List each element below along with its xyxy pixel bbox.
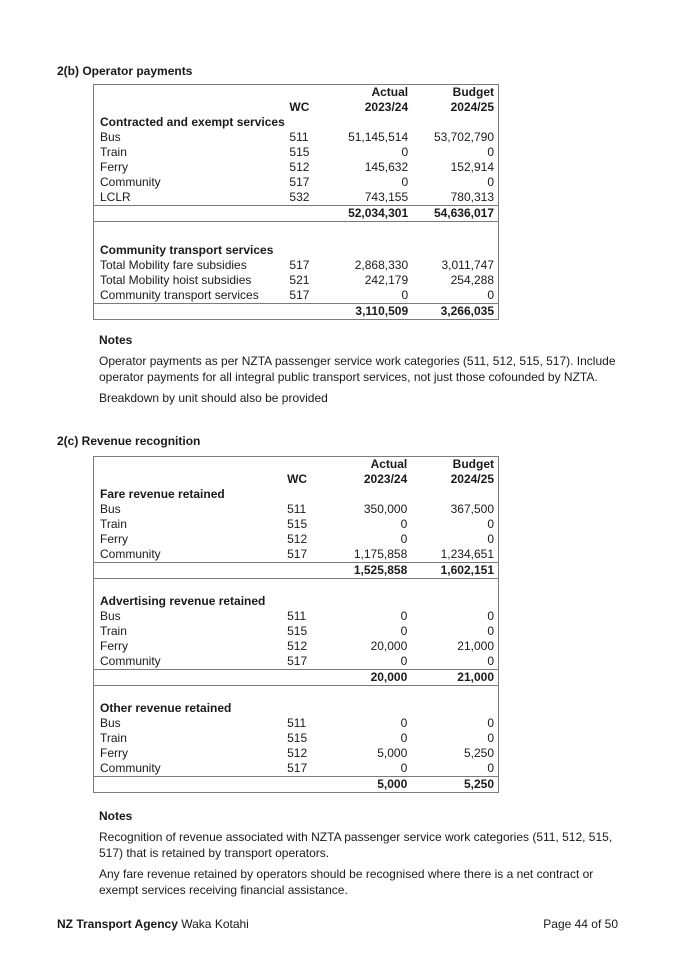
row-actual: 350,000	[363, 502, 408, 516]
actual-header-line2: 2023/24	[363, 472, 408, 486]
row-budget: 0	[487, 761, 494, 775]
total-actual: 3,110,509	[337, 304, 408, 320]
row-wc: 517	[289, 258, 310, 272]
row-budget: 0	[487, 145, 494, 159]
row-budget: 5,250	[463, 746, 494, 760]
table-row	[94, 609, 499, 624]
row-actual: 0	[401, 145, 409, 159]
revenue-notes-paragraph: Recognition of revenue associated with NZTA passenger service work categories (511, 512, 515, 517) that is retained by transport operators.	[99, 830, 613, 860]
row-actual: 0	[400, 532, 408, 546]
table-row	[94, 175, 499, 190]
row-budget: 0	[487, 731, 494, 745]
table-row	[94, 258, 499, 273]
row-wc: 521	[289, 273, 310, 287]
row-actual: 5,000	[377, 746, 408, 760]
row-wc: 512	[287, 639, 308, 653]
row-budget: 53,702,790	[433, 130, 494, 144]
row-actual: 0	[400, 761, 408, 775]
row-label: Total Mobility hoist subsidies	[100, 273, 252, 287]
revenue-notes-paragraph: Any fare revenue retained by operators should be recognised where there is a net contract or exempt services receiving financial assistance.	[99, 867, 594, 897]
total-actual: 5,000	[336, 777, 407, 793]
row-label: Train	[100, 624, 127, 638]
group-title: Advertising revenue retained	[100, 594, 266, 608]
row-label: Ferry	[100, 160, 128, 174]
group-title-row	[94, 594, 499, 609]
total-row	[94, 206, 499, 222]
row-wc: 517	[287, 654, 308, 668]
wc-header: WC	[289, 100, 310, 114]
row-label: Bus	[100, 609, 121, 623]
revenue-recognition-table	[93, 456, 499, 793]
table-row	[94, 517, 499, 532]
operator-notes-title: Notes	[99, 333, 133, 347]
row-wc: 517	[289, 288, 310, 302]
row-label: Bus	[100, 130, 121, 144]
row-budget: 0	[487, 175, 494, 189]
budget-header-line2: 2024/25	[450, 472, 494, 486]
spacer-row	[94, 579, 499, 595]
actual-header-line1: Actual	[371, 85, 409, 99]
row-actual: 0	[401, 288, 409, 302]
row-actual: 145,632	[364, 160, 409, 174]
total-row	[94, 670, 499, 686]
actual-header-line1: Actual	[370, 457, 408, 471]
row-budget: 152,914	[450, 160, 494, 174]
row-label: Ferry	[100, 746, 128, 760]
table-row	[94, 130, 499, 145]
footer-org-bold: NZ Transport Agency	[57, 917, 178, 931]
row-budget: 1,234,651	[440, 547, 494, 561]
footer-organisation	[57, 917, 249, 931]
row-budget: 780,313	[450, 190, 494, 204]
group-title-row	[94, 701, 499, 716]
group-title-row	[94, 487, 499, 502]
row-budget: 0	[487, 609, 494, 623]
row-budget: 0	[487, 716, 494, 730]
row-label: Community transport services	[100, 288, 259, 302]
table-row	[94, 532, 499, 547]
row-wc: 515	[287, 517, 308, 531]
table-row	[94, 731, 499, 746]
row-wc: 511	[287, 716, 307, 730]
table-row	[94, 716, 499, 731]
group-title-row	[94, 243, 499, 258]
table-row	[94, 145, 499, 160]
group-title: Fare revenue retained	[100, 487, 225, 501]
row-wc: 532	[289, 190, 310, 204]
table-row	[94, 547, 499, 563]
total-row	[94, 777, 499, 793]
group-title: Community transport services	[100, 243, 274, 257]
row-label: LCLR	[100, 190, 131, 204]
total-row	[94, 304, 499, 320]
row-budget: 21,000	[457, 639, 494, 653]
row-label: Ferry	[100, 639, 128, 653]
row-wc: 511	[287, 502, 307, 516]
row-actual: 0	[400, 731, 408, 745]
row-label: Ferry	[100, 532, 128, 546]
row-wc: 515	[287, 731, 308, 745]
total-actual: 1,525,858	[336, 563, 407, 579]
row-budget: 367,500	[450, 502, 494, 516]
operator-notes-paragraph: Breakdown by unit should also be provided	[99, 391, 328, 405]
table-row	[94, 288, 499, 304]
row-actual: 0	[400, 654, 408, 668]
group-title: Contracted and exempt services	[100, 115, 285, 129]
table-row	[94, 761, 499, 777]
table-header-row	[94, 85, 499, 101]
row-budget: 3,011,747	[441, 258, 494, 272]
spacer-row	[94, 222, 499, 238]
table-header-row	[94, 457, 499, 473]
actual-header-line2: 2023/24	[364, 100, 409, 114]
row-actual: 0	[400, 624, 408, 638]
revenue-recognition-heading: 2(c) Revenue recognition	[57, 434, 201, 448]
row-wc: 512	[287, 746, 308, 760]
footer-page-number: Page 44 of 50	[543, 917, 618, 931]
row-wc: 517	[287, 761, 308, 775]
table-row	[94, 160, 499, 175]
row-actual: 743,155	[364, 190, 409, 204]
table-row	[94, 654, 499, 670]
budget-header-line1: Budget	[452, 457, 494, 471]
total-budget: 21,000	[407, 670, 498, 686]
footer-org-rest: Waka Kotahi	[177, 917, 249, 931]
row-budget: 254,288	[450, 273, 494, 287]
table-row	[94, 746, 499, 761]
row-actual: 242,179	[364, 273, 409, 287]
row-label: Bus	[100, 716, 121, 730]
total-actual: 20,000	[336, 670, 407, 686]
row-actual: 51,145,514	[348, 130, 409, 144]
table-row	[94, 273, 499, 288]
total-actual: 52,034,301	[337, 206, 408, 222]
row-label: Community	[100, 761, 161, 775]
wc-header: WC	[287, 472, 308, 486]
row-label: Community	[100, 547, 161, 561]
row-label: Train	[100, 517, 127, 531]
row-label: Total Mobility fare subsidies	[100, 258, 247, 272]
table-row	[94, 624, 499, 639]
row-label: Train	[100, 145, 127, 159]
budget-header-line1: Budget	[452, 85, 494, 99]
row-wc: 515	[289, 145, 310, 159]
operator-notes-paragraph: Operator payments as per NZTA passenger service work categories (511, 512, 515, 517). Include operator payments for all integral public transport services, not just those cofounded by NZTA.	[99, 354, 616, 384]
table-row	[94, 639, 499, 654]
total-budget: 3,266,035	[408, 304, 498, 320]
operator-payments-table	[93, 84, 499, 320]
row-actual: 0	[400, 716, 408, 730]
row-label: Community	[100, 175, 161, 189]
row-budget: 0	[487, 517, 494, 531]
total-budget: 1,602,151	[407, 563, 498, 579]
row-label: Community	[100, 654, 161, 668]
row-actual: 2,868,330	[354, 258, 409, 272]
group-title: Other revenue retained	[100, 701, 232, 715]
budget-header-line2: 2024/25	[450, 100, 494, 114]
row-label: Bus	[100, 502, 121, 516]
row-wc: 515	[287, 624, 308, 638]
row-actual: 0	[401, 175, 409, 189]
row-wc: 511	[287, 609, 307, 623]
row-wc: 511	[289, 130, 309, 144]
row-wc: 517	[289, 175, 310, 189]
operator-payments-heading: 2(b) Operator payments	[57, 64, 193, 78]
table-header-row	[94, 472, 499, 487]
spacer-row	[94, 686, 499, 702]
row-actual: 0	[400, 517, 408, 531]
row-actual: 20,000	[370, 639, 408, 653]
row-wc: 512	[289, 160, 310, 174]
row-label: Train	[100, 731, 127, 745]
row-actual: 1,175,858	[353, 547, 408, 561]
table-row	[94, 190, 499, 206]
row-budget: 0	[487, 532, 494, 546]
total-row	[94, 563, 499, 579]
row-wc: 512	[287, 532, 308, 546]
row-wc: 517	[287, 547, 308, 561]
group-title-row	[94, 115, 499, 130]
row-budget: 0	[487, 288, 494, 302]
row-budget: 0	[487, 654, 494, 668]
row-budget: 0	[487, 624, 494, 638]
revenue-notes-title: Notes	[99, 809, 133, 823]
total-budget: 5,250	[407, 777, 498, 793]
total-budget: 54,636,017	[408, 206, 498, 222]
table-header-row	[94, 100, 499, 115]
table-row	[94, 502, 499, 517]
row-actual: 0	[400, 609, 408, 623]
